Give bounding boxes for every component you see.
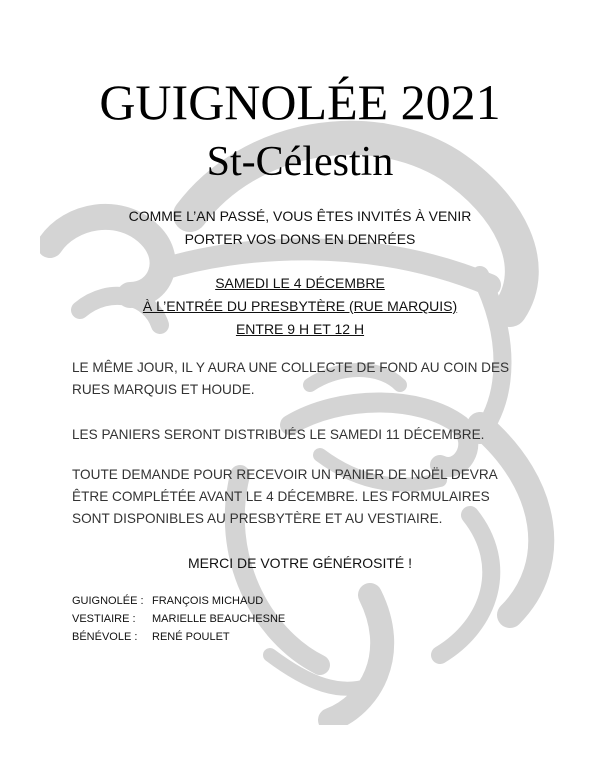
page-title: GUIGNOLÉE 2021 xyxy=(99,74,501,130)
paragraph-collection xyxy=(72,357,530,401)
credit-row xyxy=(72,628,285,646)
page-subtitle: St-Célestin xyxy=(206,139,394,185)
thanks-text xyxy=(0,552,600,575)
credits-list xyxy=(72,592,285,646)
event-location: À L’ENTRÉE DU PRESBYTÈRE (RUE MARQUIS) xyxy=(142,298,458,314)
paragraph-line: ÊTRE COMPLÉTÉE AVANT LE 4 DÉCEMBRE. LES FORMULAIRES xyxy=(72,489,490,504)
credit-name: RENÉ POULET xyxy=(152,631,230,643)
thanks-line: MERCI DE VOTRE GÉNÉROSITÉ ! xyxy=(187,555,413,571)
paragraph-line: LES PANIERS SERONT DISTRIBUÉS LE SAMEDI 11 DÉCEMBRE. xyxy=(72,427,485,442)
event-time: ENTRE 9 H ET 12 H xyxy=(235,321,365,337)
credit-role: GUIGNOLÉE : xyxy=(72,595,144,607)
intro-text xyxy=(0,205,600,251)
intro-line: PORTER VOS DONS EN DENRÉES xyxy=(184,231,416,247)
event-details xyxy=(0,272,600,341)
credit-name: MARIELLE BEAUCHESNE xyxy=(152,613,286,625)
paragraph-distribution xyxy=(72,424,530,446)
paragraph-line: RUES MARQUIS ET HOUDE. xyxy=(72,382,255,397)
paragraph-request xyxy=(72,464,530,530)
credit-row xyxy=(72,592,285,610)
credit-role: BÉNÉVOLE : xyxy=(72,631,138,643)
event-date: SAMEDI LE 4 DÉCEMBRE xyxy=(215,275,385,291)
credit-role: VESTIAIRE : xyxy=(72,613,136,625)
paragraph-line: SONT DISPONIBLES AU PRESBYTÈRE ET AU VESTIAIRE. xyxy=(72,511,443,526)
intro-line: COMME L’AN PASSÉ, VOUS ÊTES INVITÉS À VENIR xyxy=(128,208,472,224)
credit-name: FRANÇOIS MICHAUD xyxy=(152,595,264,607)
paragraph-line: TOUTE DEMANDE POUR RECEVOIR UN PANIER DE NOËL DEVRA xyxy=(72,467,498,482)
credit-row xyxy=(72,610,285,628)
paragraph-line: LE MÊME JOUR, IL Y AURA UNE COLLECTE DE FOND AU COIN DES xyxy=(72,360,510,375)
